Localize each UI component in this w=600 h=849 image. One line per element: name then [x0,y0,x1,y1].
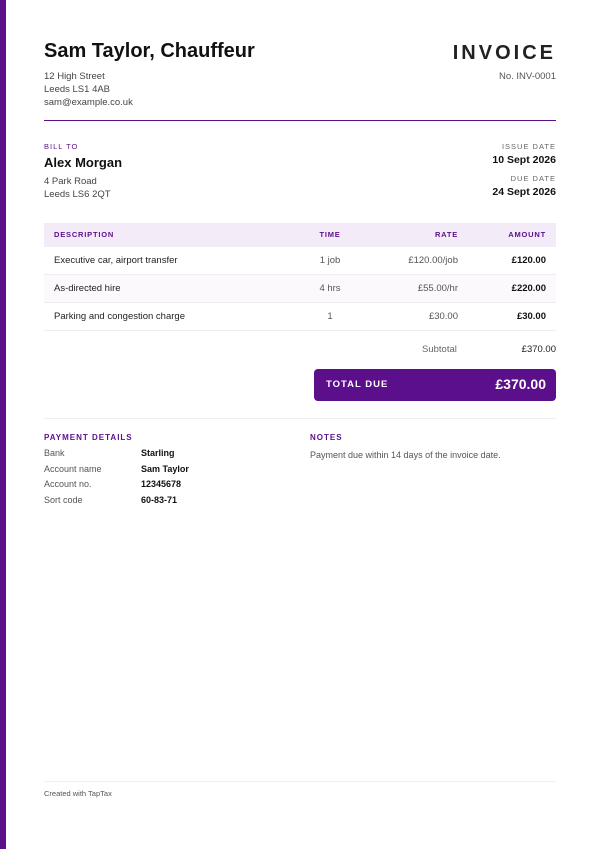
payment-details-list [44,448,284,510]
notes-title: NOTES [310,433,343,442]
payment-details-title: PAYMENT DETAILS [44,433,133,442]
section-divider [44,418,556,419]
payment-value: Starling [141,448,175,458]
business-email[interactable]: sam@example.co.uk [44,97,133,108]
row-description: Executive car, airport transfer [54,255,178,266]
row-amount: £220.00 [511,283,546,294]
payment-row [44,495,284,511]
accent-bar [0,0,6,849]
payment-value: 12345678 [141,479,182,489]
total-due-value: £370.00 [495,376,546,392]
payment-row [44,464,284,480]
notes-section [310,433,556,462]
row-description: As-directed hire [54,283,121,294]
invoice-number: No. INV-0001 [498,71,556,82]
client-address-line: Leeds LS6 2QT [44,189,111,200]
issue-date-value: 10 Sept 2026 [492,154,556,166]
payment-row [44,448,284,464]
due-date-value: 24 Sept 2026 [492,186,556,198]
row-rate: £55.00/hr [417,283,458,294]
payment-key: Bank [44,448,65,458]
invoice-header [44,40,556,122]
footer-credit: Created with TapTax [44,789,112,798]
due-date-label: DUE DATE [510,174,556,183]
row-time: 1 job [319,255,341,266]
total-due-label: TOTAL DUE [326,379,389,390]
business-address [44,70,133,109]
invoice-page [44,0,556,849]
row-description: Parking and congestion charge [54,311,185,322]
issue-date-label: ISSUE DATE [501,142,556,151]
business-address-line: 12 High Street [44,71,105,82]
payment-key: Account no. [44,479,92,489]
invoice-title: INVOICE [452,42,556,64]
payment-key: Account name [44,463,102,474]
table-row [44,247,556,275]
row-time: 1 [327,311,333,322]
table-row [44,303,556,331]
row-rate: £120.00/job [408,255,458,266]
row-amount: £30.00 [516,311,546,322]
total-due-box [314,369,556,401]
bill-to-section [44,142,122,201]
table-header-row [44,223,556,247]
header-amount: AMOUNT [508,230,546,239]
business-address-line: Leeds LS1 4AB [44,84,111,95]
client-address [44,175,122,201]
subtotal-label: Subtotal [422,344,457,355]
row-amount: £120.00 [511,255,546,266]
business-name: Sam Taylor, Chauffeur [44,40,255,62]
subtotal-value: £370.00 [521,344,556,355]
row-time: 4 hrs [319,283,341,294]
header-divider [44,120,556,121]
footer-divider [44,781,556,782]
payment-key: Sort code [44,494,83,505]
table-row [44,275,556,303]
header-description: DESCRIPTION [54,230,115,239]
bill-to-label: BILL TO [44,142,79,151]
payment-value: Sam Taylor [141,463,189,474]
header-time: TIME [319,230,341,239]
payment-value: 60-83-71 [141,494,178,505]
client-name: Alex Morgan [44,155,123,170]
notes-text: Payment due within 14 days of the invoice date. [310,450,501,460]
payment-details [44,433,284,510]
client-address-line: 4 Park Road [44,176,97,187]
payment-row [44,479,284,495]
line-items-table [44,223,556,331]
dates-section [492,142,556,198]
row-rate: £30.00 [428,311,458,322]
header-rate: RATE [434,230,458,239]
